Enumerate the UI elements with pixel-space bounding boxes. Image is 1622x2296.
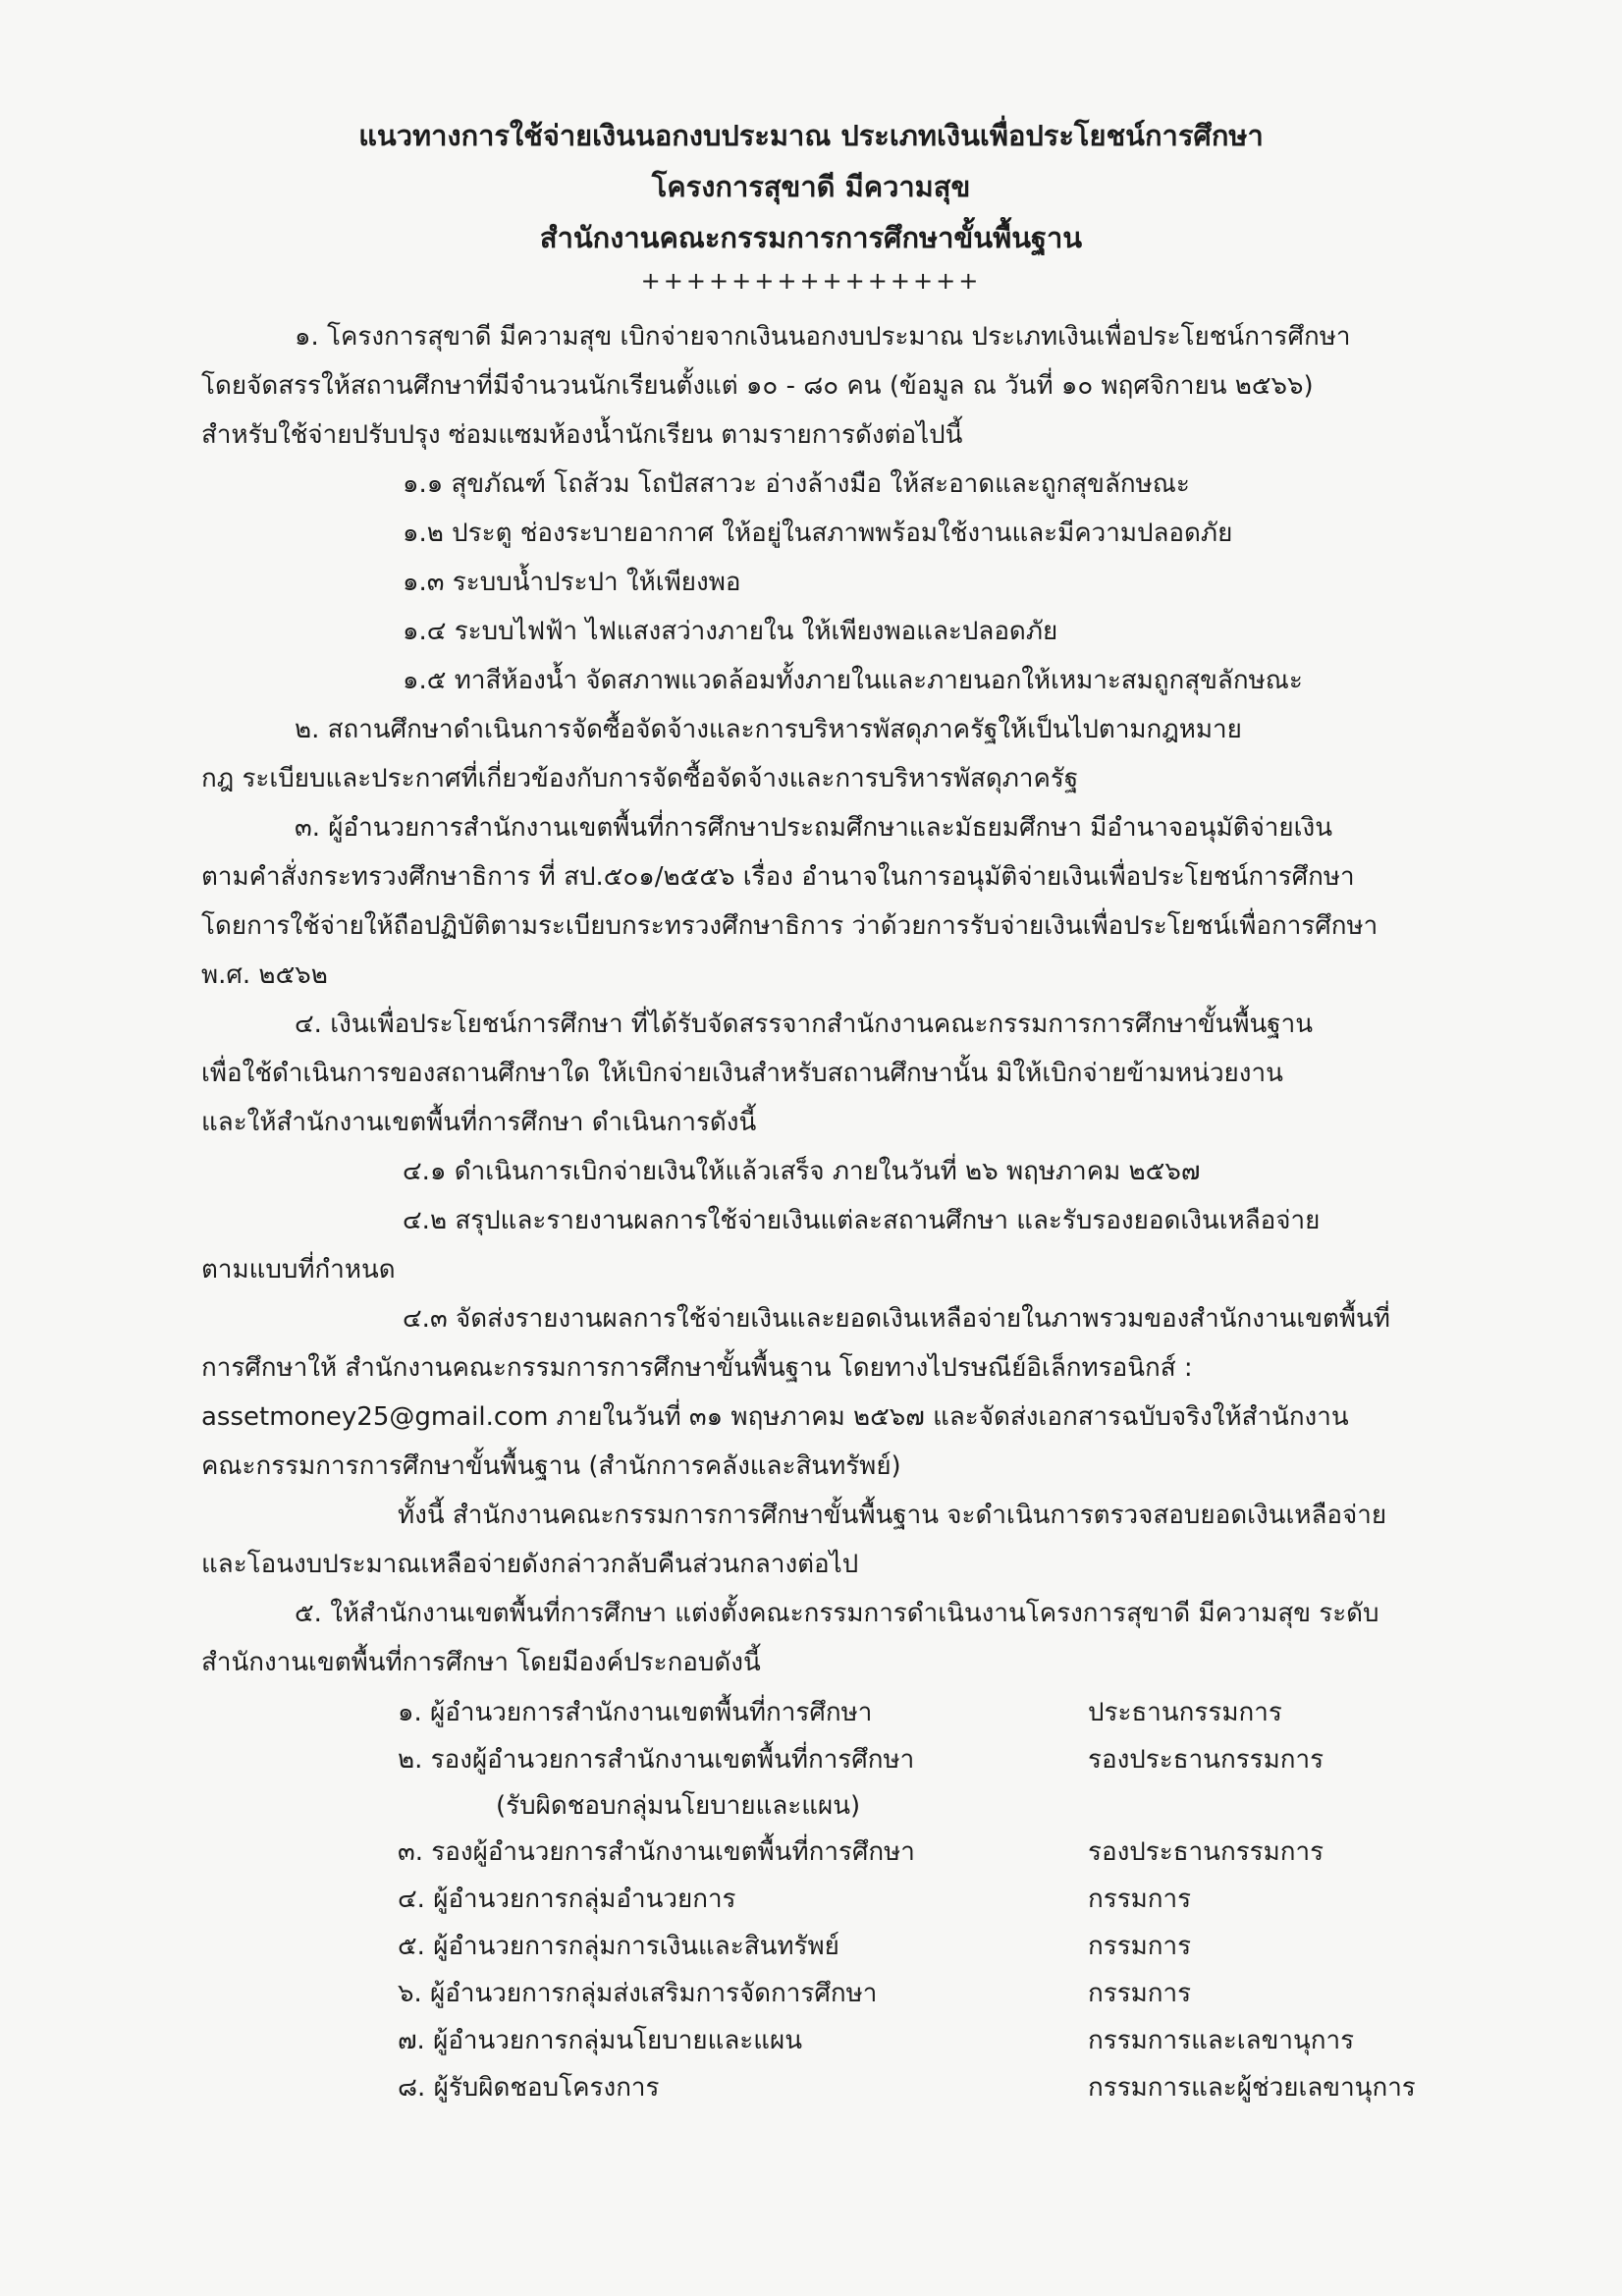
- section-5-line: สำนักงานเขตพื้นที่การศึกษา โดยมีองค์ประกอบดังนี้: [201, 1648, 761, 1677]
- agency-name: สำนักงานคณะกรรมการการศึกษาขั้นพื้นฐาน: [539, 221, 1083, 254]
- section-2: [201, 705, 1453, 803]
- document-body: [201, 312, 1453, 2111]
- project-name: โครงการสุขาดี มีความสุข: [651, 170, 971, 203]
- committee-row: [201, 1829, 1453, 1876]
- section-1-line: ๑. โครงการสุขาดี มีความสุข เบิกจ่ายจากเงินนอกงบประมาณ ประเภทเงินเพื่อประโยชน์การศึกษา: [295, 322, 1351, 352]
- committee-row: [201, 1970, 1453, 2017]
- committee-position: กรรมการและผู้ช่วยเลขานุการ: [1088, 2073, 1416, 2103]
- section-3-line: ตามคำสั่งกระทรวงศึกษาธิการ ที่ สป.๕๐๑/๒๕๕๖ เรื่อง อำนาจในการอนุมัติจ่ายเงินเพื่อประโยชน์การศึกษา: [201, 862, 1355, 892]
- section-3-line: ๓. ผู้อำนวยการสำนักงานเขตพื้นที่การศึกษาประถมศึกษาและมัธยมศึกษา มีอำนาจอนุมัติจ่ายเงิน: [295, 813, 1332, 843]
- committee-position: กรรมการ: [1088, 1885, 1192, 1914]
- committee-position: รองประธานกรรมการ: [1088, 1837, 1325, 1867]
- section-3-line: โดยการใช้จ่ายให้ถือปฏิบัติตามระเบียบกระทรวงศึกษาธิการ ว่าด้วยการรับจ่ายเงินเพื่อประโยชน์เพื่อการศึกษา: [201, 911, 1379, 941]
- committee-role: ๑. ผู้อำนวยการสำนักงานเขตพื้นที่การศึกษา: [398, 1698, 873, 1727]
- section-2-line: กฎ ระเบียบและประกาศที่เกี่ยวข้องกับการจัดซื้อจัดจ้างและการบริหารพัสดุภาครัฐ: [201, 764, 1079, 793]
- section-5-line: ๕. ให้สำนักงานเขตพื้นที่การศึกษา แต่งตั้งคณะกรรมการดำเนินงานโครงการสุขาดี มีความสุข ระดับ: [295, 1599, 1379, 1628]
- section-2-line: ๒. สถานศึกษาดำเนินการจัดซื้อจัดจ้างและการบริหารพัสดุภาครัฐให้เป็นไปตามกฎหมาย: [295, 715, 1242, 744]
- committee-position: กรรมการ: [1088, 1979, 1192, 2008]
- section-1: [201, 312, 1453, 705]
- section-5: [201, 1589, 1453, 2111]
- committee-role: ๔. ผู้อำนวยการกลุ่มอำนวยการ: [398, 1885, 736, 1914]
- committee-role: ๓. รองผู้อำนวยการสำนักงานเขตพื้นที่การศึกษา: [398, 1837, 915, 1867]
- committee-role: ๒. รองผู้อำนวยการสำนักงานเขตพื้นที่การศึกษา: [398, 1745, 915, 1775]
- note-line: ทั้งนี้ สำนักงานคณะกรรมการการศึกษาขั้นพื้นฐาน จะดำเนินการตรวจสอบยอดเงินเหลือจ่าย: [398, 1501, 1387, 1530]
- document-header: [0, 110, 1622, 299]
- committee-role: ๖. ผู้อำนวยการกลุ่มส่งเสริมการจัดการศึกษา: [398, 1979, 878, 2008]
- section-4-line: เพื่อใช้ดำเนินการของสถานศึกษาใด ให้เบิกจ่ายเงินสำหรับสถานศึกษานั้น มิให้เบิกจ่ายข้ามหน่วยงาน: [201, 1059, 1283, 1088]
- list-item-continuation: ตามแบบที่กำหนด: [201, 1255, 396, 1285]
- committee-list: [201, 1689, 1453, 2111]
- list-item: ๑.๒ ประตู ช่องระบายอากาศ ให้อยู่ในสภาพพร้อมใช้งานและมีความปลอดภัย: [403, 519, 1233, 548]
- section-4: [201, 1000, 1453, 1589]
- list-item: ๑.๔ ระบบไฟฟ้า ไฟแสงสว่างภายใน ให้เพียงพอและปลอดภัย: [403, 617, 1058, 646]
- list-item: ๑.๑ สุขภัณฑ์ โถส้วม โถปัสสาวะ อ่างล้างมือ ให้สะอาดและถูกสุขลักษณะ: [403, 469, 1190, 499]
- list-item: ๔.๓ จัดส่งรายงานผลการใช้จ่ายเงินและยอดเงินเหลือจ่ายในภาพรวมของสำนักงานเขตพื้นที่: [403, 1304, 1390, 1334]
- note-line: และโอนงบประมาณเหลือจ่ายดังกล่าวกลับคืนส่วนกลางต่อไป: [201, 1550, 859, 1579]
- list-item-continuation: การศึกษาให้ สำนักงานคณะกรรมการการศึกษาขั้นพื้นฐาน โดยทางไปรษณีย์อิเล็กทรอนิกส์ :: [201, 1353, 1193, 1383]
- list-item: ๔.๑ ดำเนินการเบิกจ่ายเงินให้แล้วเสร็จ ภายในวันที่ ๒๖ พฤษภาคม ๒๕๖๗: [403, 1157, 1201, 1186]
- committee-row: [201, 1923, 1453, 1970]
- committee-row: [201, 1876, 1453, 1923]
- list-item-continuation: คณะกรรมการการศึกษาขั้นพื้นฐาน (สำนักการคลังและสินทรัพย์): [201, 1451, 901, 1481]
- list-item: ๑.๓ ระบบน้ำประปา ให้เพียงพอ: [403, 568, 741, 597]
- list-item-continuation: assetmoney25@gmail.com ภายในวันที่ ๓๑ พฤษภาคม ๒๕๖๗ และจัดส่งเอกสารฉบับจริงให้สำนักงาน: [201, 1402, 1349, 1432]
- document-title: แนวทางการใช้จ่ายเงินนอกงบประมาณ ประเภทเงินเพื่อประโยชน์การศึกษา: [358, 119, 1264, 152]
- committee-row: [201, 2017, 1453, 2064]
- committee-row: [201, 1689, 1453, 1736]
- committee-row: [201, 1736, 1453, 1783]
- section-1-line: สำหรับใช้จ่ายปรับปรุง ซ่อมแซมห้องน้ำนักเรียน ตามรายการดังต่อไปนี้: [201, 420, 963, 450]
- section-3-line: พ.ศ. ๒๕๖๒: [201, 960, 328, 990]
- section-3: [201, 803, 1453, 1000]
- committee-role: ๗. ผู้อำนวยการกลุ่มนโยบายและแผน: [398, 2026, 802, 2055]
- committee-role-note: (รับผิดชอบกลุ่มนโยบายและแผน): [496, 1791, 861, 1821]
- section-4-line: และให้สำนักงานเขตพื้นที่การศึกษา ดำเนินการดังนี้: [201, 1108, 757, 1137]
- committee-position: กรรมการและเลขานุการ: [1088, 2026, 1355, 2055]
- committee-position: กรรมการ: [1088, 1932, 1192, 1961]
- section-4-line: ๔. เงินเพื่อประโยชน์การศึกษา ที่ได้รับจัดสรรจากสำนักงานคณะกรรมการการศึกษาขั้นพื้นฐาน: [295, 1010, 1313, 1039]
- title-separator: +++++++++++++++: [640, 267, 982, 295]
- committee-position: ประธานกรรมการ: [1088, 1698, 1282, 1727]
- committee-position: รองประธานกรรมการ: [1088, 1745, 1325, 1775]
- list-item: ๑.๕ ทาสีห้องน้ำ จัดสภาพแวดล้อมทั้งภายในและภายนอกให้เหมาะสมถูกสุขลักษณะ: [403, 666, 1303, 695]
- section-1-line: โดยจัดสรรให้สถานศึกษาที่มีจำนวนนักเรียนตั้งแต่ ๑๐ - ๘๐ คน (ข้อมูล ณ วันที่ ๑๐ พฤศจิกายน ๒๕๖๖): [201, 371, 1314, 401]
- committee-row: [201, 2064, 1453, 2111]
- list-item: ๔.๒ สรุปและรายงานผลการใช้จ่ายเงินแต่ละสถานศึกษา และรับรองยอดเงินเหลือจ่าย: [403, 1206, 1321, 1235]
- committee-role: ๕. ผู้อำนวยการกลุ่มการเงินและสินทรัพย์: [398, 1932, 839, 1961]
- committee-role: ๘. ผู้รับผิดชอบโครงการ: [398, 2073, 660, 2103]
